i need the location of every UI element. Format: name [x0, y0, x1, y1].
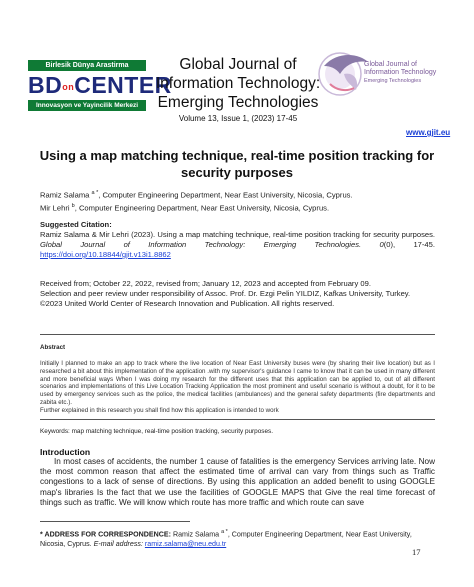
author-1-affiliation: , Computer Engineering Department, Near East University, Nicosia, Cyprus. [98, 190, 353, 200]
author-2-sup: b [71, 202, 75, 209]
footnote-divider [40, 521, 190, 522]
author-1-sup: a * [91, 190, 99, 196]
gjit-logo-text [364, 61, 436, 77]
footnote-line-1 [40, 527, 440, 539]
introduction-heading: Introduction [40, 447, 91, 457]
publication-history [40, 279, 440, 309]
citation-journal: Global Journal of Information Technology: Emerging Technologies. 0 [40, 240, 384, 249]
abstract-body [40, 360, 435, 415]
footnote-affiliation: , Computer Engineering Department, Near East University, [227, 530, 412, 539]
correspondence-footnote [40, 527, 440, 549]
copyright-notice: ©2023 United World Center of Research Innovation and Publication. All rights reserved. [40, 299, 335, 308]
page-number: 17 [412, 547, 421, 557]
footnote-location: Nicosia, Cyprus. [40, 540, 92, 549]
journal-title-line2: Information Technology: [155, 75, 321, 92]
author-1 [40, 188, 440, 201]
gjit-logo-line1: Global Journal of [364, 61, 417, 68]
paper-title-line1: Using a map matching technique, real-time position tracking for [39, 148, 435, 163]
journal-website-link[interactable]: www.gjit.eu [406, 128, 451, 137]
footnote-line-2 [40, 539, 440, 549]
citation-text [40, 230, 435, 260]
bd-center-logo [28, 60, 172, 120]
citation-volume: (0), 17-45. [383, 240, 435, 249]
journal-volume: Volume 13, Issue 1, (2023) 17-45 [178, 114, 298, 123]
paper-title-line2: security purposes [181, 165, 293, 180]
keywords: Keywords: map matching technique, real-time position tracking, security purposes. [40, 428, 274, 435]
author-2-name: Mir Lehri [40, 203, 72, 213]
bd-logo-bd: BD [28, 72, 63, 98]
abstract-paragraph-2: Further explained in this research you shall find how this application is intended to work [40, 406, 279, 414]
author-1-name: Ramiz Salama [40, 190, 92, 200]
citation-plain: Ramiz Salama & Mir Lehri (2023). Using a map matching technique, real-time position tracking for security purposes. [40, 230, 435, 239]
gjit-logo [316, 44, 448, 104]
introduction-paragraph: In most cases of accidents, the number 1 cause of fatalities is the emergency Services arriving late. Now the most common reason that affect the estimated time of arrival can vary from things such as Traffic congestions to a lack of sense of directions. By using this application an added benefit to using GOOGLE map's libraries Is the fact that we use the facilities of GOOGLE MAPS that Give the real time forecast of things such as traffic. We will know which route has more traffic and which route can save [40, 457, 435, 507]
divider-top [40, 334, 435, 335]
bd-logo-center-text [28, 72, 172, 98]
footnote-author: Ramiz Salama [171, 530, 222, 539]
author-2 [40, 201, 440, 214]
gjit-logo-line2: Information Technology [364, 69, 437, 76]
bd-logo-bottom-text: Innovasyon ve Yayincilik Merkezi [28, 100, 146, 111]
bd-logo-center: CENTER [74, 72, 172, 98]
footnote-email-link[interactable]: ramiz.salama@neu.edu.tr [144, 540, 227, 549]
divider-bottom [40, 419, 435, 420]
author-list [40, 188, 440, 213]
bd-logo-top-text: Birlesik Dünya Arastirma [28, 60, 146, 71]
footnote-email-label: E-mail address: [93, 540, 143, 549]
journal-title-line1: Global Journal of [179, 56, 297, 73]
journal-title-line3: Emerging Technologies [157, 94, 319, 111]
footnote-label: * ADDRESS FOR CORRESPONDENCE: [40, 530, 171, 539]
footnote-sup: a * [221, 529, 228, 535]
abstract-paragraph: Initially I planned to make an app to track where the live location of Near East University buses were (by sharing their live location) but as I researched a bit about this implementation of the application .with my supervisor's guidance I came to know that it can be used in many different and more beneficial ways When I was doing my research for the different uses that this application can be applied to, out of all different scenarios and implementations of this Live Location Tracking Application the most prominent and useful scenario is without a doubt, for it to be used by emergency services such as the police, the medical facilities (ambulances) and the general safety departments (fire departments and zabita etc.). [40, 360, 435, 406]
paper-title [32, 147, 442, 181]
abstract-heading: Abstract [40, 344, 66, 351]
gjit-logo-line3: Emerging Technologies [364, 78, 422, 84]
peer-review-note: Selection and peer review under responsibility of Assoc. Prof. Dr. Ezgi Pelin YILDIZ, Kafkas University, Turkey. [40, 289, 411, 298]
journal-title [150, 55, 326, 112]
citation-doi-link[interactable]: https://doi.org/10.18844/gjit.v13i1.8862 [40, 250, 171, 259]
author-2-affiliation: , Computer Engineering Department, Near East University, Nicosia, Cyprus. [74, 203, 330, 213]
bd-logo-sep: on [62, 81, 75, 92]
received-dates: Received from; October 22, 2022, revised from; January 12, 2023 and accepted from February 09. [40, 279, 371, 288]
citation-heading: Suggested Citation: [40, 220, 112, 229]
